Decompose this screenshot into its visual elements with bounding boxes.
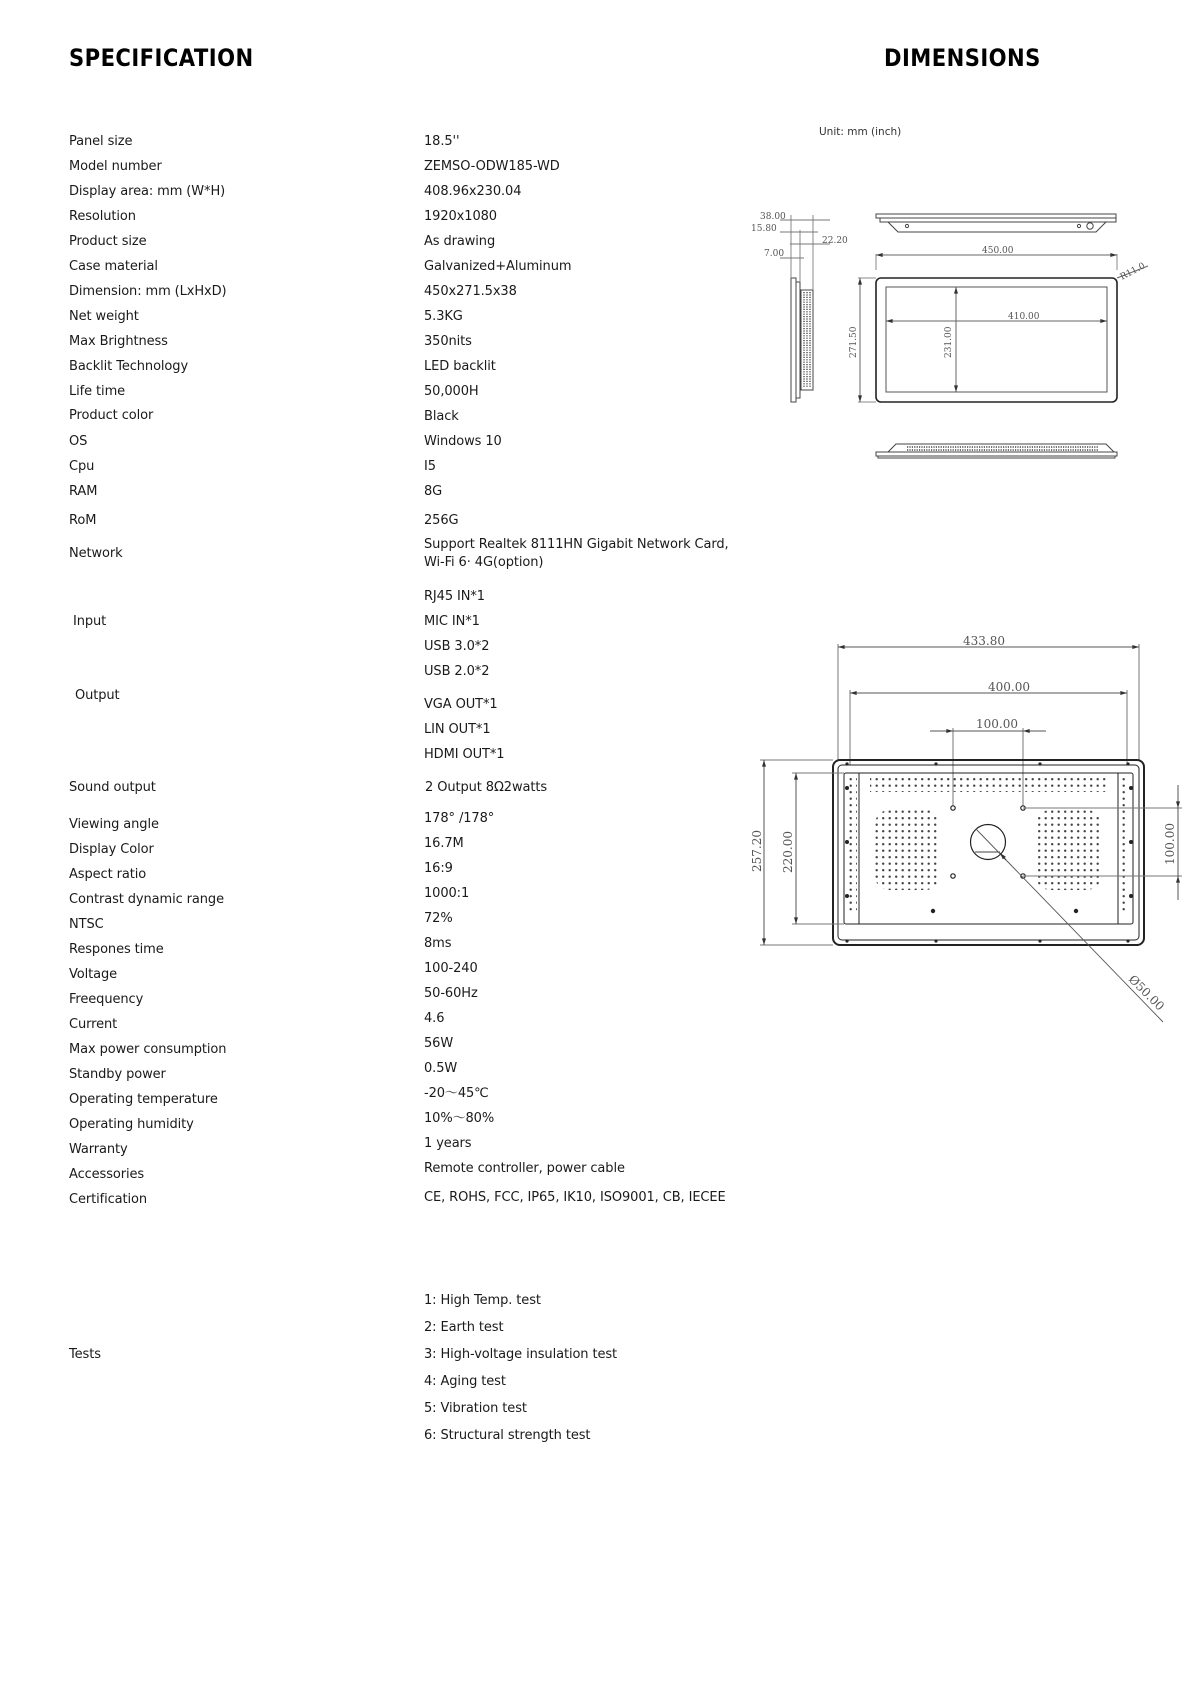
vent-top (870, 775, 1107, 792)
spec-label-input: Input (73, 614, 107, 629)
spec-label: RoM (69, 513, 97, 528)
spec-value-output-line: LIN OUT*1 (424, 722, 491, 737)
spec-value: Black (424, 409, 459, 424)
speaker-right (1036, 810, 1101, 890)
spec-label: NTSC (69, 917, 104, 932)
spec-value: 8ms (424, 936, 452, 951)
spec-value-test-line: 5: Vibration test (424, 1401, 527, 1416)
dim-depth-total: 38.00 (760, 212, 786, 222)
speaker-left (875, 810, 940, 890)
spec-value-input-line: USB 2.0*2 (424, 664, 490, 679)
spec-value-output-line: HDMI OUT*1 (424, 747, 505, 762)
dim-mount-height: 220.00 (781, 831, 795, 873)
spec-value-input-line: RJ45 IN*1 (424, 589, 485, 604)
spec-value-test-line: 1: High Temp. test (424, 1293, 541, 1308)
dim-rear-height: 257.20 (750, 830, 764, 872)
specification-heading: SPECIFICATION (69, 44, 254, 72)
spec-value: LED backlit (424, 359, 496, 374)
spec-value: 2 Output 8Ω2watts (425, 780, 548, 795)
spec-label: Cpu (69, 459, 95, 474)
dim-width: 450.00 (982, 246, 1014, 256)
spec-value-test-line: 3: High-voltage insulation test (424, 1347, 618, 1362)
dim-active-height: 231.00 (944, 326, 954, 358)
rear-view-drawing (750, 620, 1200, 1040)
spec-value-test-line: 4: Aging test (424, 1374, 506, 1389)
dim-rear-width: 433.80 (963, 634, 1005, 648)
spec-value-network-line: Wi-Fi 6· 4G(option) (424, 555, 544, 570)
dim-depth-c: 7.00 (764, 249, 785, 259)
front-and-side-view-drawing (750, 200, 1200, 480)
spec-value: As drawing (424, 234, 496, 249)
spec-value: I5 (424, 459, 436, 474)
spec-value: 5.3KG (424, 309, 463, 324)
spec-value-output-line: VGA OUT*1 (424, 697, 498, 712)
dim-hole-diameter: Ø50.00 (1125, 972, 1168, 1014)
spec-label: Net weight (69, 309, 139, 324)
spec-value: Remote controller, power cable (424, 1161, 625, 1176)
spec-label-tests: Tests (69, 1347, 101, 1362)
spec-value: 256G (424, 513, 459, 528)
dim-depth-a: 15.80 (751, 224, 777, 234)
spec-label: Product color (69, 408, 154, 423)
spec-label: Product size (69, 234, 147, 249)
spec-label: Life time (69, 384, 126, 399)
unit-note: Unit: mm (inch) (819, 126, 902, 138)
dim-corner-radius: R11.0 (1118, 261, 1148, 283)
spec-value: 0.5W (424, 1061, 458, 1076)
dim-height: 271.50 (849, 326, 859, 358)
spec-label: Max Brightness (69, 334, 168, 349)
top-view (876, 214, 1116, 232)
spec-label: Aspect ratio (69, 867, 147, 882)
dim-mount-width: 400.00 (988, 680, 1030, 694)
spec-label: Freequency (69, 992, 144, 1007)
spec-value-network-line: Support Realtek 8111HN Gigabit Network Card, (424, 537, 729, 552)
dim-vesa-vertical: 100.00 (1163, 823, 1177, 865)
dim-depth-b: 22.20 (822, 236, 848, 246)
spec-label: Model number (69, 159, 162, 174)
spec-value: 72% (424, 911, 453, 926)
dim-vesa-horizontal: 100.00 (976, 717, 1018, 731)
spec-label: Respones time (69, 942, 164, 957)
dim-active-width: 410.00 (1008, 312, 1040, 322)
spec-value: 1 years (424, 1136, 472, 1151)
spec-label: Standby power (69, 1067, 166, 1082)
spec-label: OS (69, 434, 88, 449)
spec-value: -20～45℃ (424, 1086, 489, 1101)
dimensions-heading: DIMENSIONS (884, 44, 1041, 72)
spec-label: Case material (69, 259, 158, 274)
spec-label: Dimension: mm (LxHxD) (69, 284, 227, 299)
bottom-view (876, 444, 1117, 458)
spec-value: Galvanized+Aluminum (424, 259, 572, 274)
spec-value: 178° /178° (424, 811, 495, 826)
spec-label: Display area: mm (W*H) (69, 184, 226, 199)
spec-label: Certification (69, 1192, 148, 1207)
spec-label: Operating humidity (69, 1117, 194, 1132)
spec-value: CE, ROHS, FCC, IP65, IK10, ISO9001, CB, IECEE (424, 1190, 726, 1205)
spec-label: Accessories (69, 1167, 145, 1182)
spec-value: ZEMSO-ODW185-WD (424, 159, 560, 174)
spec-label: Resolution (69, 209, 136, 224)
spec-label-network: Network (69, 546, 123, 561)
spec-label: Contrast dynamic range (69, 892, 224, 907)
spec-value: 408.96x230.04 (424, 184, 522, 199)
spec-value: 10%～80% (424, 1111, 495, 1126)
spec-value: 16.7M (424, 836, 464, 851)
spec-value-input-line: MIC IN*1 (424, 614, 480, 629)
spec-label: Viewing angle (69, 817, 159, 832)
spec-label: RAM (69, 484, 98, 499)
spec-value: 450x271.5x38 (424, 284, 517, 299)
spec-label: Panel size (69, 134, 133, 149)
spec-label-output: Output (75, 688, 120, 703)
spec-value: 56W (424, 1036, 454, 1051)
spec-label: Warranty (69, 1142, 128, 1157)
spec-value-input-line: USB 3.0*2 (424, 639, 490, 654)
spec-value: 18.5'' (424, 134, 460, 149)
spec-value-test-line: 2: Earth test (424, 1320, 504, 1335)
spec-value: 50-60Hz (424, 986, 478, 1001)
spec-label: Max power consumption (69, 1042, 227, 1057)
spec-value: 16:9 (424, 861, 453, 876)
spec-label: Display Color (69, 842, 154, 857)
vent-left-strip (849, 778, 857, 912)
spec-value: 1920x1080 (424, 209, 497, 224)
spec-label: Voltage (69, 967, 118, 982)
vent-right-strip (1120, 778, 1128, 912)
spec-label: Operating temperature (69, 1092, 218, 1107)
spec-value: 8G (424, 484, 443, 499)
spec-value: Windows 10 (424, 434, 502, 449)
spec-label: Sound output (69, 780, 156, 795)
spec-label: Backlit Technology (69, 359, 189, 374)
spec-value: 100-240 (424, 961, 478, 976)
front-view (858, 254, 1148, 402)
spec-value-test-line: 6: Structural strength test (424, 1428, 591, 1443)
spec-value: 50,000H (424, 384, 479, 399)
spec-value: 4.6 (424, 1011, 445, 1026)
spec-value: 350nits (424, 334, 472, 349)
spec-value: 1000:1 (424, 886, 470, 901)
spec-label: Current (69, 1017, 118, 1032)
